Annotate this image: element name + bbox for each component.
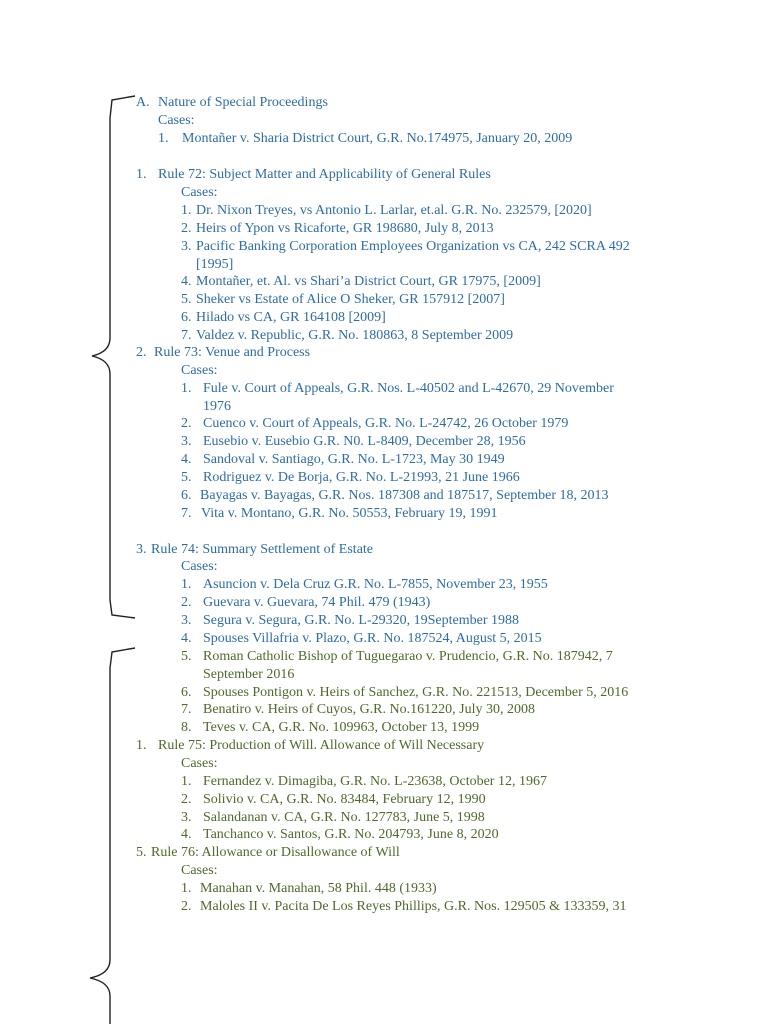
case-item-continuation: 1976 — [203, 399, 231, 414]
case-item: 4. Tanchanco v. Santos, G.R. No. 204793, June 8, 2020 — [181, 827, 499, 842]
case-item-continuation: September 2016 — [203, 667, 295, 682]
case-item: 3. Pacific Banking Corporation Employees Organization vs CA, 242 SCRA 492 — [181, 239, 630, 254]
case-item: 1. Fernandez v. Dimagiba, G.R. No. L-23638, October 12, 1967 — [181, 774, 547, 789]
case-item: 2. Maloles II v. Pacita De Los Reyes Phillips, G.R. Nos. 129505 & 133359, 31 — [181, 899, 627, 914]
case-item: 4. Spouses Villafria v. Plazo, G.R. No. 187524, August 5, 2015 — [181, 631, 542, 646]
cases-label: Cases: — [181, 756, 218, 771]
bracket-upper — [92, 96, 135, 618]
section-heading: A. Nature of Special Proceedings — [136, 95, 328, 110]
cases-label: Cases: — [181, 863, 218, 878]
case-item: 2. Solivio v. CA, G.R. No. 83484, February 12, 1990 — [181, 792, 486, 807]
rule-heading: 5. Rule 76: Allowance or Disallowance of Will — [136, 845, 400, 860]
case-item: 7. Benatiro v. Heirs of Cuyos, G.R. No.161220, July 30, 2008 — [181, 702, 535, 717]
case-item: 4. Sandoval v. Santiago, G.R. No. L-1723, May 30 1949 — [181, 452, 505, 467]
cases-label: Cases: — [158, 113, 195, 128]
case-item: 5. Sheker vs Estate of Alice O Sheker, GR 157912 [2007] — [181, 292, 505, 307]
case-item: 3. Segura v. Segura, G.R. No. L-29320, 19September 1988 — [181, 613, 519, 628]
cases-label: Cases: — [181, 559, 218, 574]
rule-heading: 1. Rule 72: Subject Matter and Applicability of General Rules — [136, 167, 491, 182]
case-item: 6. Spouses Pontigon v. Heirs of Sanchez, G.R. No. 221513, December 5, 2016 — [181, 685, 629, 700]
case-item: 1. Fule v. Court of Appeals, G.R. Nos. L-40502 and L-42670, 29 November — [181, 381, 614, 396]
case-item: 8. Teves v. CA, G.R. No. 109963, October 13, 1999 — [181, 720, 480, 735]
case-item: 4. Montañer, et. Al. vs Shari’a District Court, GR 17975, [2009] — [181, 274, 541, 289]
case-item: 7. Vita v. Montano, G.R. No. 50553, February 19, 1991 — [181, 506, 498, 521]
case-item: 7. Valdez v. Republic, G.R. No. 180863, 8 September 2009 — [181, 328, 514, 343]
rule-heading: 1. Rule 75: Production of Will. Allowance of Will Necessary — [136, 738, 485, 753]
case-item: 3. Salandanan v. CA, G.R. No. 127783, June 5, 1998 — [181, 810, 485, 825]
case-item-continuation: [1995] — [196, 257, 234, 272]
cases-label: Cases: — [181, 363, 218, 378]
case-item: 5. Rodriguez v. De Borja, G.R. No. L-21993, 21 June 1966 — [181, 470, 520, 485]
case-item: 3. Eusebio v. Eusebio G.R. N0. L-8409, December 28, 1956 — [181, 434, 526, 449]
case-item: 1. Dr. Nixon Treyes, vs Antonio L. Larlar, et.al. G.R. No. 232579, [2020] — [181, 203, 592, 218]
rule-heading: 3. Rule 74: Summary Settlement of Estate — [136, 542, 374, 557]
case-item: 2. Cuenco v. Court of Appeals, G.R. No. L-24742, 26 October 1979 — [181, 416, 569, 431]
case-item: 5. Roman Catholic Bishop of Tuguegarao v. Prudencio, G.R. No. 187942, 7 — [181, 649, 613, 664]
case-item: 6. Bayagas v. Bayagas, G.R. Nos. 187308 and 187517, September 18, 2013 — [181, 488, 609, 503]
case-item: 2. Guevara v. Guevara, 74 Phil. 479 (1943) — [181, 595, 431, 610]
case-item: 1. Manahan v. Manahan, 58 Phil. 448 (1933) — [181, 881, 437, 896]
cases-label: Cases: — [181, 185, 218, 200]
case-item: 1. Montañer v. Sharia District Court, G.R. No.174975, January 20, 2009 — [158, 131, 573, 146]
rule-heading: 2. Rule 73: Venue and Process — [136, 345, 311, 360]
case-item: 6. Hilado vs CA, GR 164108 [2009] — [181, 310, 386, 325]
case-item: 1. Asuncion v. Dela Cruz G.R. No. L-7855, November 23, 1955 — [181, 577, 548, 592]
case-item: 2. Heirs of Ypon vs Ricaforte, GR 198680, July 8, 2013 — [181, 221, 494, 236]
bracket-lower — [90, 648, 135, 1024]
